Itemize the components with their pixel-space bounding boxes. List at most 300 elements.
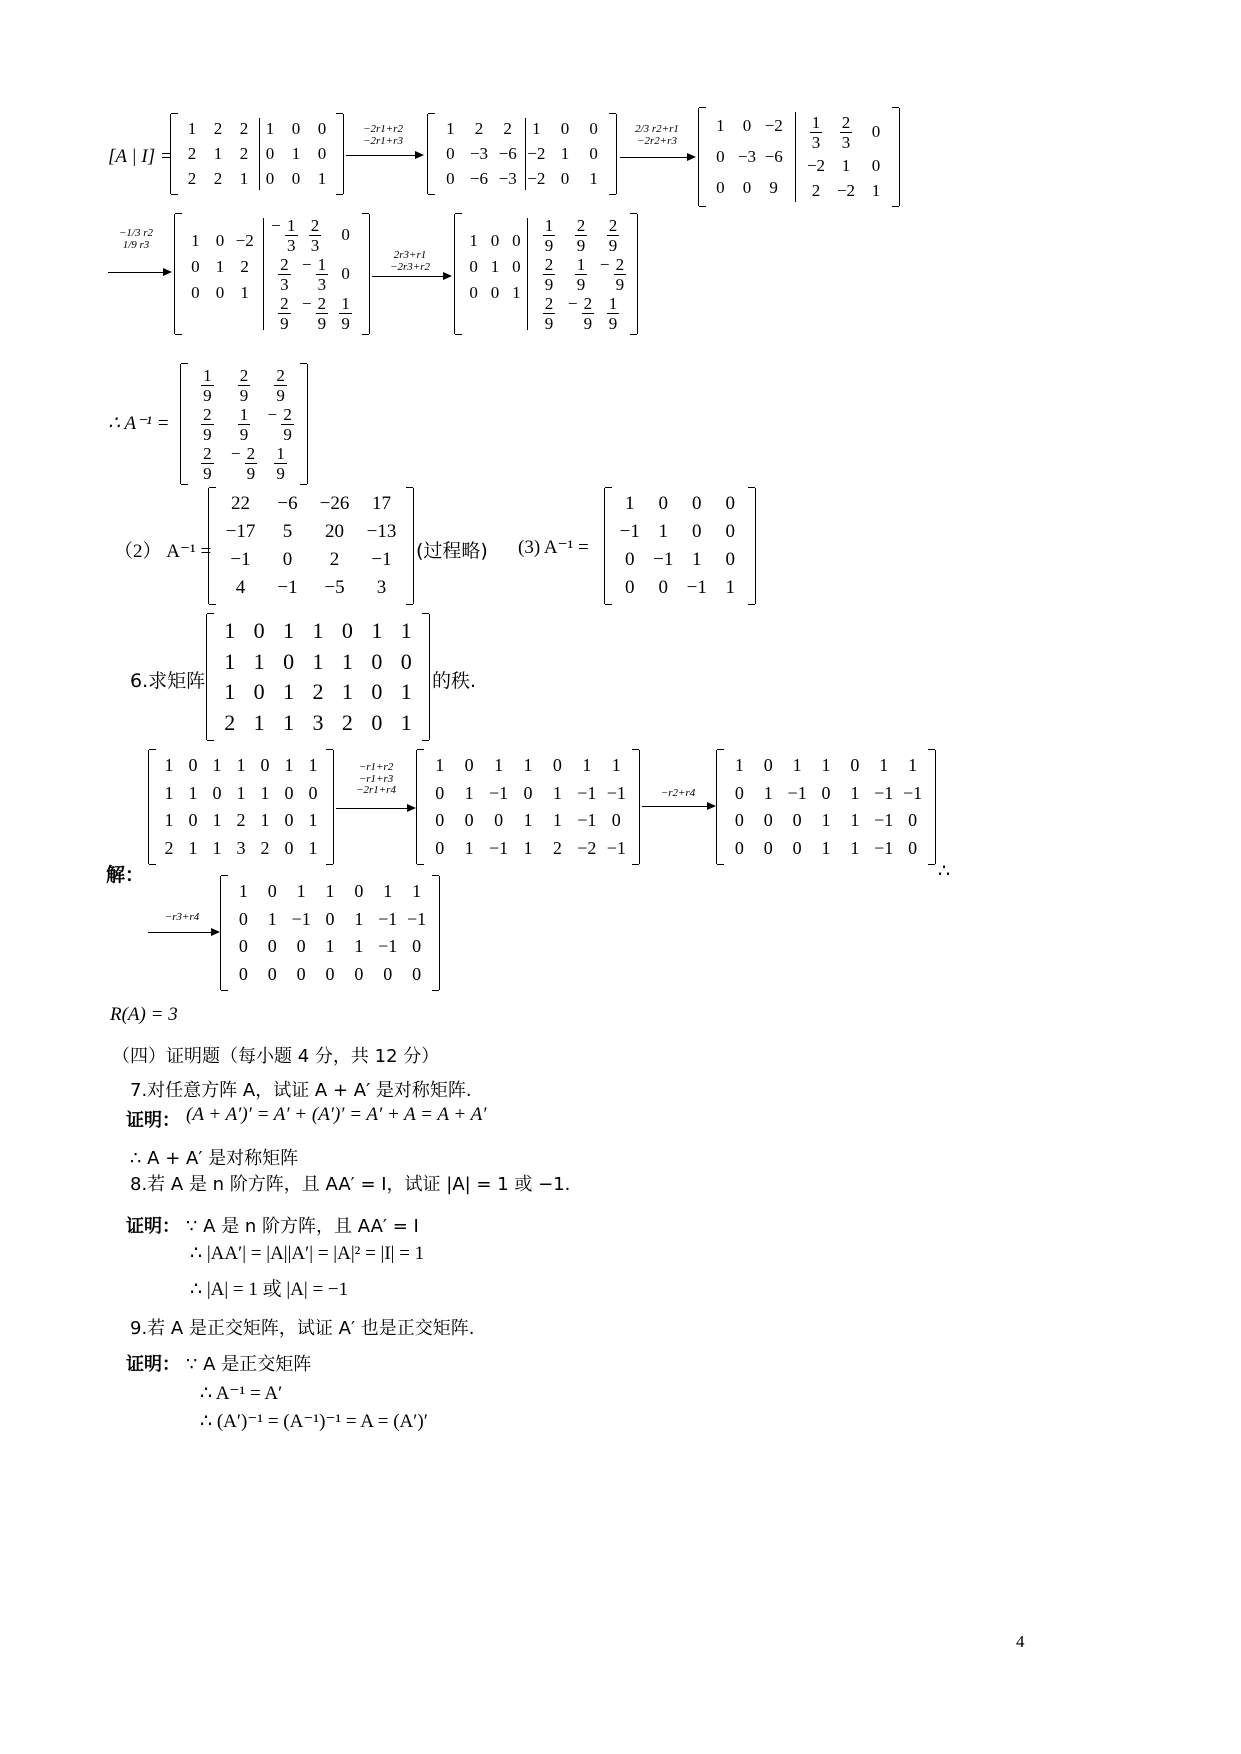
matrix-cell: 1 (725, 577, 735, 598)
matrix-part3 (604, 488, 756, 604)
matrix-cell: 0 (821, 782, 831, 803)
matrix-cell: 0 (317, 118, 327, 138)
matrix-cell: 1 (341, 648, 353, 674)
matrix-cell: 0 (284, 782, 294, 803)
matrix-cell: 0 (692, 521, 702, 542)
matrix-cell: −1 (902, 782, 923, 803)
matrix-cell: 1 (240, 283, 249, 302)
matrix-cell: −1 (606, 782, 626, 803)
matrix-cell: 1 (446, 118, 455, 138)
matrix-cell: 1 (512, 283, 521, 302)
matrix-cell: 0 (383, 963, 393, 984)
matrix-cell: 1 (164, 810, 174, 831)
matrix-cell: 1 (792, 755, 802, 776)
matrix-cell: 1 (821, 837, 831, 858)
matrix-cell: 0 (692, 493, 702, 514)
matrix-cell: 2 (236, 810, 246, 831)
matrix-cell: 0 (267, 881, 277, 902)
matrix-cell: −1 (874, 782, 894, 803)
therefore-symbol: ∴ (938, 861, 951, 882)
q9-line1: ∵ A 是正交矩阵 (186, 1354, 312, 1375)
matrix-cell: 0 (908, 810, 918, 831)
matrix-cell: 2 (224, 709, 236, 735)
matrix-cell: 0 (265, 169, 275, 189)
matrix-cell: 1 (212, 837, 222, 858)
matrix-cell: 0 (611, 810, 621, 831)
matrix-cell: −3 (737, 146, 757, 166)
section4-title: （四）证明题（每小题 4 分，共 12 分） (112, 1046, 440, 1067)
q8-line3: ∴ |A| = 1 或 |A| = −1 (190, 1279, 349, 1300)
matrix-cell: 0 (253, 679, 265, 705)
matrix-cell: 1 (236, 755, 246, 776)
matrix-cell: 1 (371, 618, 383, 644)
matrix-cell: −2 (527, 143, 546, 163)
q8-question: 8.若 A 是 n 阶方阵，且 AA′ = I，试证 |A| = 1 或 −1. (130, 1174, 571, 1195)
matrix-cell: −3 (498, 169, 517, 189)
matrix-cell: 0 (400, 648, 412, 674)
matrix-cell: 3 (312, 709, 324, 735)
matrix-cell: 1 (464, 782, 474, 803)
matrix-cell: 1 (400, 679, 412, 705)
matrix-cell: −2 (836, 181, 856, 201)
matrix-cell: 1 (658, 521, 668, 542)
matrix-cell: $\frac{2}{3}$ (310, 216, 320, 256)
matrix-cell: 0 (354, 963, 364, 984)
matrix-cell: 0 (763, 755, 773, 776)
matrix-cell: −1 (406, 908, 427, 929)
matrix-cell: 0 (308, 782, 318, 803)
matrix-cell: −26 (319, 493, 350, 514)
inverse-label: ∴ A⁻¹ = (108, 413, 170, 434)
matrix-cell: 2 (811, 181, 821, 201)
matrix-cell: 1 (841, 155, 851, 175)
matrix-cell: 0 (625, 577, 635, 598)
matrix-cell: 1 (224, 648, 236, 674)
arrow-1 (346, 155, 422, 156)
matrix-cell: $\frac{2}{9}$ (544, 293, 554, 333)
matrix-cell: 4 (235, 577, 246, 598)
matrix-cell: 1 (164, 782, 174, 803)
matrix-cell: 0 (589, 143, 598, 163)
matrix-cell: 0 (341, 225, 350, 245)
matrix-cell: 0 (191, 257, 200, 276)
matrix-cell: −2 (806, 155, 826, 175)
matrix-cell: 1 (464, 837, 474, 858)
matrix-cell: 0 (371, 648, 383, 674)
matrix-cell: 1 (212, 755, 222, 776)
matrix-sol-2 (716, 750, 936, 864)
matrix-cell: 2 (187, 169, 197, 189)
matrix-cell: 1 (191, 231, 200, 250)
matrix-cell: 0 (435, 837, 445, 858)
matrix-cell: 1 (821, 810, 831, 831)
matrix-cell: $\frac{2}{3}$ (841, 112, 851, 152)
matrix-cell: 1 (291, 143, 301, 163)
matrix-cell: $\frac{1}{9}$ (239, 404, 249, 444)
q8-proof-label: 证明： (126, 1216, 180, 1237)
arrow-4 (372, 276, 450, 277)
matrix-cell: 0 (552, 755, 562, 776)
matrix-cell: 1 (239, 169, 249, 189)
matrix-cell: 0 (871, 155, 881, 175)
matrix-sol-1 (416, 750, 640, 864)
q9-question: 9.若 A 是正交矩阵，试证 A′ 也是正交矩阵. (130, 1318, 475, 1339)
matrix-cell: 1 (224, 679, 236, 705)
matrix-cell: −1 (577, 810, 597, 831)
matrix-cell: −13 (366, 521, 397, 542)
matrix-cell: 0 (871, 121, 881, 141)
matrix-cell: 2 (213, 118, 223, 138)
matrix-cell: 1 (734, 755, 744, 776)
matrix-cell: 2 (239, 143, 249, 163)
matrix-cell: 2 (260, 837, 270, 858)
matrix-cell: 1 (494, 755, 504, 776)
q7-proof-label: 证明： (126, 1110, 180, 1131)
matrix-cell: 1 (469, 231, 478, 250)
matrix-cell: 1 (523, 810, 533, 831)
matrix-cell: 0 (341, 263, 350, 283)
arrow-c (148, 932, 218, 933)
matrix-cell: 1 (763, 782, 773, 803)
matrix-cell: 1 (879, 755, 889, 776)
matrix-cell: 0 (734, 782, 744, 803)
row-op-3: −1/3 r2 1/9 r3 (118, 227, 153, 251)
matrix-m2 (427, 114, 617, 194)
matrix-cell: 0 (658, 577, 668, 598)
matrix-cell: 0 (284, 810, 294, 831)
matrix-cell: 0 (560, 118, 570, 138)
matrix-cell: 1 (383, 881, 393, 902)
matrix-m5 (454, 214, 638, 334)
matrix-cell: −1 (577, 782, 597, 803)
matrix-cell: − $\frac{2}{9}$ (567, 293, 593, 333)
matrix-cell: 0 (512, 231, 521, 250)
matrix-cell: 2 (503, 118, 512, 138)
matrix-cell: $\frac{1}{9}$ (341, 293, 350, 333)
matrix-cell: 0 (212, 782, 222, 803)
matrix-cell: 0 (325, 963, 335, 984)
q7-conclusion: ∴ A + A′ 是对称矩阵 (130, 1148, 299, 1169)
matrix-cell: 0 (371, 679, 383, 705)
matrix-cell: 0 (354, 881, 364, 902)
matrix-q6 (206, 614, 430, 740)
matrix-cell: $\frac{2}{9}$ (239, 366, 249, 406)
matrix-cell: 0 (296, 963, 306, 984)
matrix-cell: 0 (238, 963, 248, 984)
matrix-cell: 1 (354, 908, 364, 929)
q6-suffix: 的秩. (432, 670, 477, 692)
matrix-cell: 0 (267, 963, 277, 984)
row-op-1: −2r1+r2 −2r1+r3 (363, 123, 403, 147)
matrix-cell: $\frac{1}{9}$ (276, 443, 285, 483)
q6-prefix: 6.求矩阵 (130, 670, 206, 692)
matrix-cell: 1 (490, 257, 500, 276)
arrow-b (642, 806, 714, 807)
matrix-cell: 1 (692, 549, 702, 570)
matrix-cell: 0 (325, 908, 335, 929)
matrix-cell: 0 (412, 963, 422, 984)
arrow-3 (108, 272, 170, 273)
matrix-cell: −6 (277, 493, 298, 514)
matrix-cell: 1 (253, 648, 265, 674)
matrix-cell: 2 (341, 709, 353, 735)
matrix-cell: 1 (560, 143, 570, 163)
matrix-cell: $\frac{2}{9}$ (544, 254, 554, 294)
row-op-c: −r3+r4 (164, 911, 200, 923)
matrix-cell: −1 (874, 837, 894, 858)
matrix-cell: 1 (850, 810, 860, 831)
matrix-cell: −6 (764, 146, 783, 166)
matrix-cell: 1 (265, 118, 275, 138)
matrix-part2 (208, 488, 414, 604)
matrix-cell: − $\frac{2}{9}$ (599, 254, 625, 294)
matrix-cell: 2 (239, 118, 249, 138)
matrix-cell: −1 (787, 782, 807, 803)
matrix-cell: 1 (716, 115, 725, 135)
matrix-cell: 1 (283, 709, 295, 735)
matrix-cell: 0 (291, 118, 301, 138)
matrix-cell: 0 (490, 283, 500, 302)
matrix-cell: 0 (191, 283, 200, 302)
matrix-cell: 1 (308, 810, 318, 831)
matrix-cell: 1 (412, 881, 422, 902)
matrix-cell: −3 (469, 143, 489, 163)
matrix-cell: 1 (213, 143, 223, 163)
matrix-cell: 0 (215, 283, 225, 302)
matrix-cell: 0 (494, 810, 504, 831)
q8-line2: ∴ |AA′| = |A||A′| = |A|² = |I| = 1 (190, 1243, 425, 1264)
matrix-cell: 0 (908, 837, 918, 858)
matrix-cell: 1 (523, 837, 533, 858)
matrix-cell: 0 (469, 257, 478, 276)
matrix-cell: $\frac{2}{3}$ (280, 254, 289, 294)
matrix-cell: 0 (725, 493, 735, 514)
matrix-cell: 1 (325, 936, 335, 957)
matrix-cell: 0 (435, 810, 445, 831)
matrix-cell: 0 (725, 521, 735, 542)
matrix-cell: 1 (552, 782, 562, 803)
matrix-inverse (180, 364, 308, 484)
matrix-cell: −2 (577, 837, 597, 858)
matrix-cell: 0 (560, 169, 570, 189)
matrix-cell: 1 (215, 257, 225, 276)
matrix-cell: 1 (341, 679, 353, 705)
matrix-cell: 1 (582, 755, 592, 776)
matrix-cell: −5 (324, 577, 345, 598)
matrix-cell: 0 (238, 908, 248, 929)
matrix-cell: 0 (446, 169, 455, 189)
matrix-cell: 2 (474, 118, 484, 138)
matrix-cell: 0 (792, 810, 802, 831)
matrix-cell: −1 (686, 577, 707, 598)
matrix-cell: 0 (188, 810, 198, 831)
matrix-cell: 0 (188, 755, 198, 776)
matrix-cell: 0 (282, 549, 293, 570)
matrix-cell: 0 (742, 178, 752, 198)
matrix-cell: 0 (792, 837, 802, 858)
matrix-cell: 0 (253, 618, 265, 644)
matrix-cell: 1 (589, 169, 598, 189)
matrix-cell: −2 (527, 169, 546, 189)
matrix-cell: 1 (224, 618, 236, 644)
matrix-cell: 1 (435, 755, 445, 776)
arrow-a (336, 808, 414, 809)
matrix-cell: 0 (763, 810, 773, 831)
matrix-cell: 1 (187, 118, 197, 138)
matrix-cell: − $\frac{2}{9}$ (301, 293, 327, 333)
matrix-cell: $\frac{1}{3}$ (811, 112, 821, 152)
matrix-cell: 0 (725, 549, 735, 570)
matrix-cell: −1 (378, 936, 398, 957)
matrix-cell: 0 (850, 755, 860, 776)
matrix-cell: 0 (341, 618, 353, 644)
matrix-cell: 1 (308, 755, 318, 776)
matrix-cell: 0 (464, 755, 474, 776)
matrix-cell: 1 (312, 618, 324, 644)
matrix-sol-3 (220, 876, 440, 990)
matrix-cell: 0 (658, 493, 668, 514)
matrix-cell: 5 (282, 521, 293, 542)
matrix-cell: −1 (378, 908, 398, 929)
matrix-cell: 0 (260, 755, 270, 776)
matrix-cell: 0 (291, 169, 301, 189)
matrix-cell: 3 (236, 837, 246, 858)
matrix-cell: −1 (619, 521, 640, 542)
matrix-cell: 0 (734, 837, 744, 858)
matrix-cell: − $\frac{2}{9}$ (230, 443, 256, 483)
matrix-cell: 1 (552, 810, 562, 831)
matrix-cell: −1 (653, 549, 674, 570)
matrix-cell: 0 (734, 810, 744, 831)
matrix-cell: 2 (164, 837, 174, 858)
matrix-cell: −1 (230, 549, 251, 570)
matrix-cell: 1 (850, 782, 860, 803)
matrix-cell: −2 (764, 115, 783, 135)
matrix-cell: 1 (532, 118, 541, 138)
matrix-cell: $\frac{1}{9}$ (203, 366, 212, 406)
matrix-cell: 9 (769, 178, 778, 198)
row-op-2: 2/3 r2+r1 −2r2+r3 (635, 123, 679, 147)
matrix-cell: 0 (238, 936, 248, 957)
matrix-cell: 1 (188, 782, 198, 803)
rank-result: R(A) = 3 (110, 1004, 178, 1025)
matrix-cell: 2 (187, 143, 197, 163)
row-op-a: −r1+r2 −r1+r3 −2r1+r4 (356, 761, 396, 797)
matrix-cell: −6 (498, 143, 517, 163)
matrix-cell: − $\frac{1}{3}$ (271, 216, 296, 256)
matrix-sol-0 (148, 750, 334, 864)
matrix-cell: 0 (716, 178, 725, 198)
matrix-cell: 1 (212, 810, 222, 831)
matrix-cell: 1 (283, 618, 295, 644)
matrix-cell: 2 (240, 257, 249, 276)
matrix-cell: 0 (317, 143, 327, 163)
matrix-cell: −1 (277, 577, 298, 598)
matrix-cell: −1 (874, 810, 894, 831)
row-op-4: 2r3+r1 −2r3+r2 (390, 249, 430, 273)
matrix-cell: −1 (488, 837, 509, 858)
page-number: 4 (1016, 1632, 1025, 1651)
part2-label: （2） A⁻¹ = (114, 541, 212, 562)
matrix-cell: 0 (215, 231, 225, 250)
matrix-cell: 1 (400, 618, 412, 644)
matrix-cell: $\frac{2}{9}$ (203, 404, 212, 444)
matrix-m1 (170, 114, 344, 194)
matrix-cell: −2 (235, 231, 254, 250)
matrix-cell: 1 (267, 908, 277, 929)
matrix-cell: 1 (625, 493, 635, 514)
matrix-cell: 1 (400, 709, 412, 735)
matrix-cell: 0 (742, 115, 752, 135)
matrix-cell: 0 (265, 143, 275, 163)
q8-line1: ∵ A 是 n 阶方阵，且 AA′ = I (186, 1216, 419, 1237)
matrix-cell: 1 (260, 810, 270, 831)
matrix-cell: 0 (446, 143, 455, 163)
matrix-cell: 1 (260, 782, 270, 803)
matrix-cell: 1 (611, 755, 621, 776)
matrix-cell: −1 (488, 782, 509, 803)
matrix-cell: − $\frac{2}{9}$ (267, 404, 292, 444)
matrix-cell: 0 (490, 231, 500, 250)
matrix-cell: 1 (908, 755, 918, 776)
matrix-cell: 17 (372, 493, 391, 514)
matrix-cell: 2 (312, 679, 324, 705)
matrix-cell: 2 (213, 169, 223, 189)
matrix-cell: $\frac{2}{9}$ (276, 366, 285, 406)
matrix-cell: 1 (312, 648, 324, 674)
matrix-cell: $\frac{1}{9}$ (576, 254, 586, 294)
matrix-cell: 1 (283, 679, 295, 705)
q9-line3: ∴ (A′)⁻¹ = (A⁻¹)⁻¹ = A = (A′)′ (200, 1411, 428, 1432)
matrix-cell: 0 (283, 648, 295, 674)
matrix-cell: 0 (435, 782, 445, 803)
matrix-cell: $\frac{1}{9}$ (544, 216, 554, 256)
matrix-cell: 0 (716, 146, 725, 166)
matrix-cell: 2 (552, 837, 562, 858)
matrix-cell: 0 (412, 936, 422, 957)
row-op-b: −r2+r4 (660, 787, 696, 799)
matrix-cell: 0 (371, 709, 383, 735)
matrix-cell: 1 (238, 881, 248, 902)
matrix-cell: 0 (589, 118, 598, 138)
matrix-cell: $\frac{1}{9}$ (608, 293, 618, 333)
matrix-cell: $\frac{2}{9}$ (203, 443, 212, 483)
matrix-cell: − $\frac{1}{3}$ (301, 254, 327, 294)
matrix-cell: 0 (296, 936, 306, 957)
matrix-cell: −1 (606, 837, 626, 858)
matrix-cell: 20 (325, 521, 344, 542)
matrix-cell: 2 (329, 549, 340, 570)
matrix-cell: 1 (284, 755, 294, 776)
matrix-cell: 0 (464, 810, 474, 831)
arrow-2 (620, 157, 694, 158)
matrix-cell: −1 (291, 908, 311, 929)
matrix-cell: 0 (284, 837, 294, 858)
matrix-cell: −6 (469, 169, 489, 189)
matrix-cell: 1 (253, 709, 265, 735)
matrix-cell: $\frac{2}{9}$ (280, 293, 289, 333)
matrix-cell: −17 (225, 521, 256, 542)
matrix-cell: 1 (296, 881, 306, 902)
matrix-m3 (698, 108, 900, 206)
solution-label: 解： (106, 864, 145, 886)
matrix-cell: 1 (164, 755, 174, 776)
matrix-cell: 1 (871, 181, 881, 201)
matrix-cell: 0 (469, 283, 478, 302)
matrix-cell: 1 (308, 837, 318, 858)
matrix-cell: 1 (523, 755, 533, 776)
matrix-cell: $\frac{2}{9}$ (576, 216, 586, 256)
